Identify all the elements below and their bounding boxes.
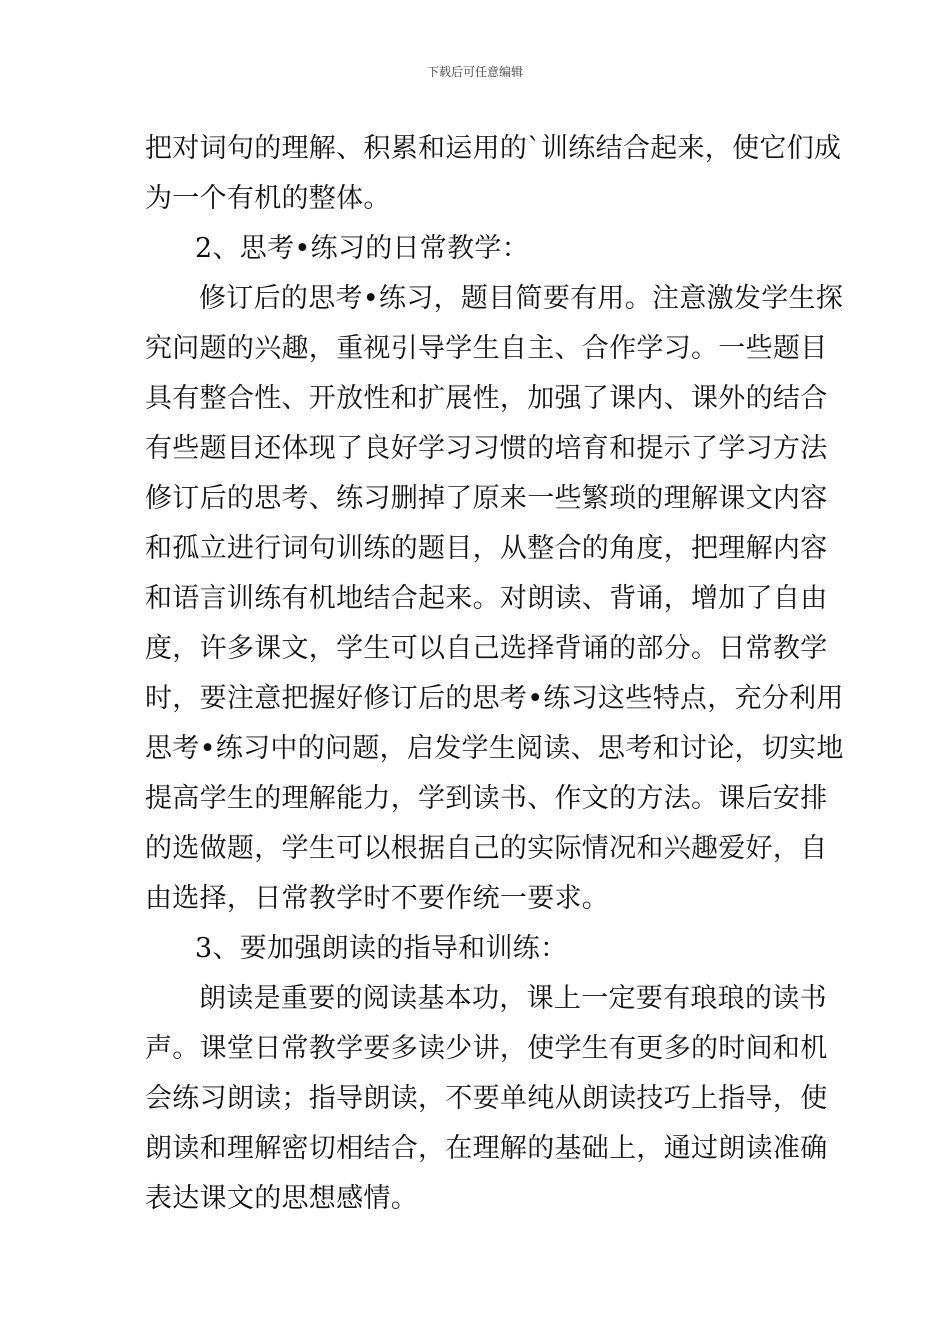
body-line: 表达课文的思想感情。 — [145, 1183, 418, 1214]
body-line: 会练习朗读；指导朗读，不要单纯从朗读技巧上指导，使 — [145, 1083, 828, 1114]
body-line: 修订后的思考•练习，题目简要有用。注意激发学生探 — [199, 283, 844, 314]
body-line: 和语言训练有机地结合起来。对朗读、背诵，增加了自由 — [145, 583, 828, 614]
body-line: 度，许多课文，学生可以自己选择背诵的部分。日常教学 — [145, 633, 828, 664]
section-heading: 2、思考•练习的日常教学： — [195, 233, 530, 264]
body-line: 的选做题，学生可以根据自己的实际情况和兴趣爱好，自 — [145, 833, 828, 864]
body-line: 声。课堂日常教学要多读少讲，使学生有更多的时间和机 — [145, 1033, 828, 1064]
body-line: 修订后的思考、练习删掉了原来一些繁琐的理解课文内容 — [145, 483, 828, 514]
body-line: 思考•练习中的问题，启发学生阅读、思考和讨论，切实地 — [145, 733, 844, 764]
body-line: 时，要注意把握好修订后的思考•练习这些特点，充分利用 — [145, 683, 844, 714]
body-line: 由选择，日常教学时不要作统一要求。 — [145, 883, 610, 914]
body-line: 朗读是重要的阅读基本功，课上一定要有琅琅的读书 — [199, 983, 827, 1014]
body-line: 把对词句的理解、积累和运用的`训练结合起来，使它们成 — [145, 133, 842, 164]
section-heading: 3、要加强朗读的指导和训练： — [195, 933, 568, 964]
body-line: 究问题的兴趣，重视引导学生自主、合作学习。一些题目 — [145, 333, 828, 364]
body-line: 具有整合性、开放性和扩展性，加强了课内、课外的结合 — [145, 383, 828, 414]
body-line: 朗读和理解密切相结合，在理解的基础上，通过朗读准确 — [145, 1133, 828, 1164]
body-line: 提高学生的理解能力，学到读书、作文的方法。课后安排 — [145, 783, 828, 814]
body-line: 为一个有机的整体。 — [145, 183, 391, 214]
body-line: 和孤立进行词句训练的题目，从整合的角度，把理解内容 — [145, 533, 828, 564]
page-header: 下载后可任意编辑 — [426, 65, 523, 79]
body-line: 有些题目还体现了良好学习习惯的培育和提示了学习方法 — [145, 433, 828, 464]
